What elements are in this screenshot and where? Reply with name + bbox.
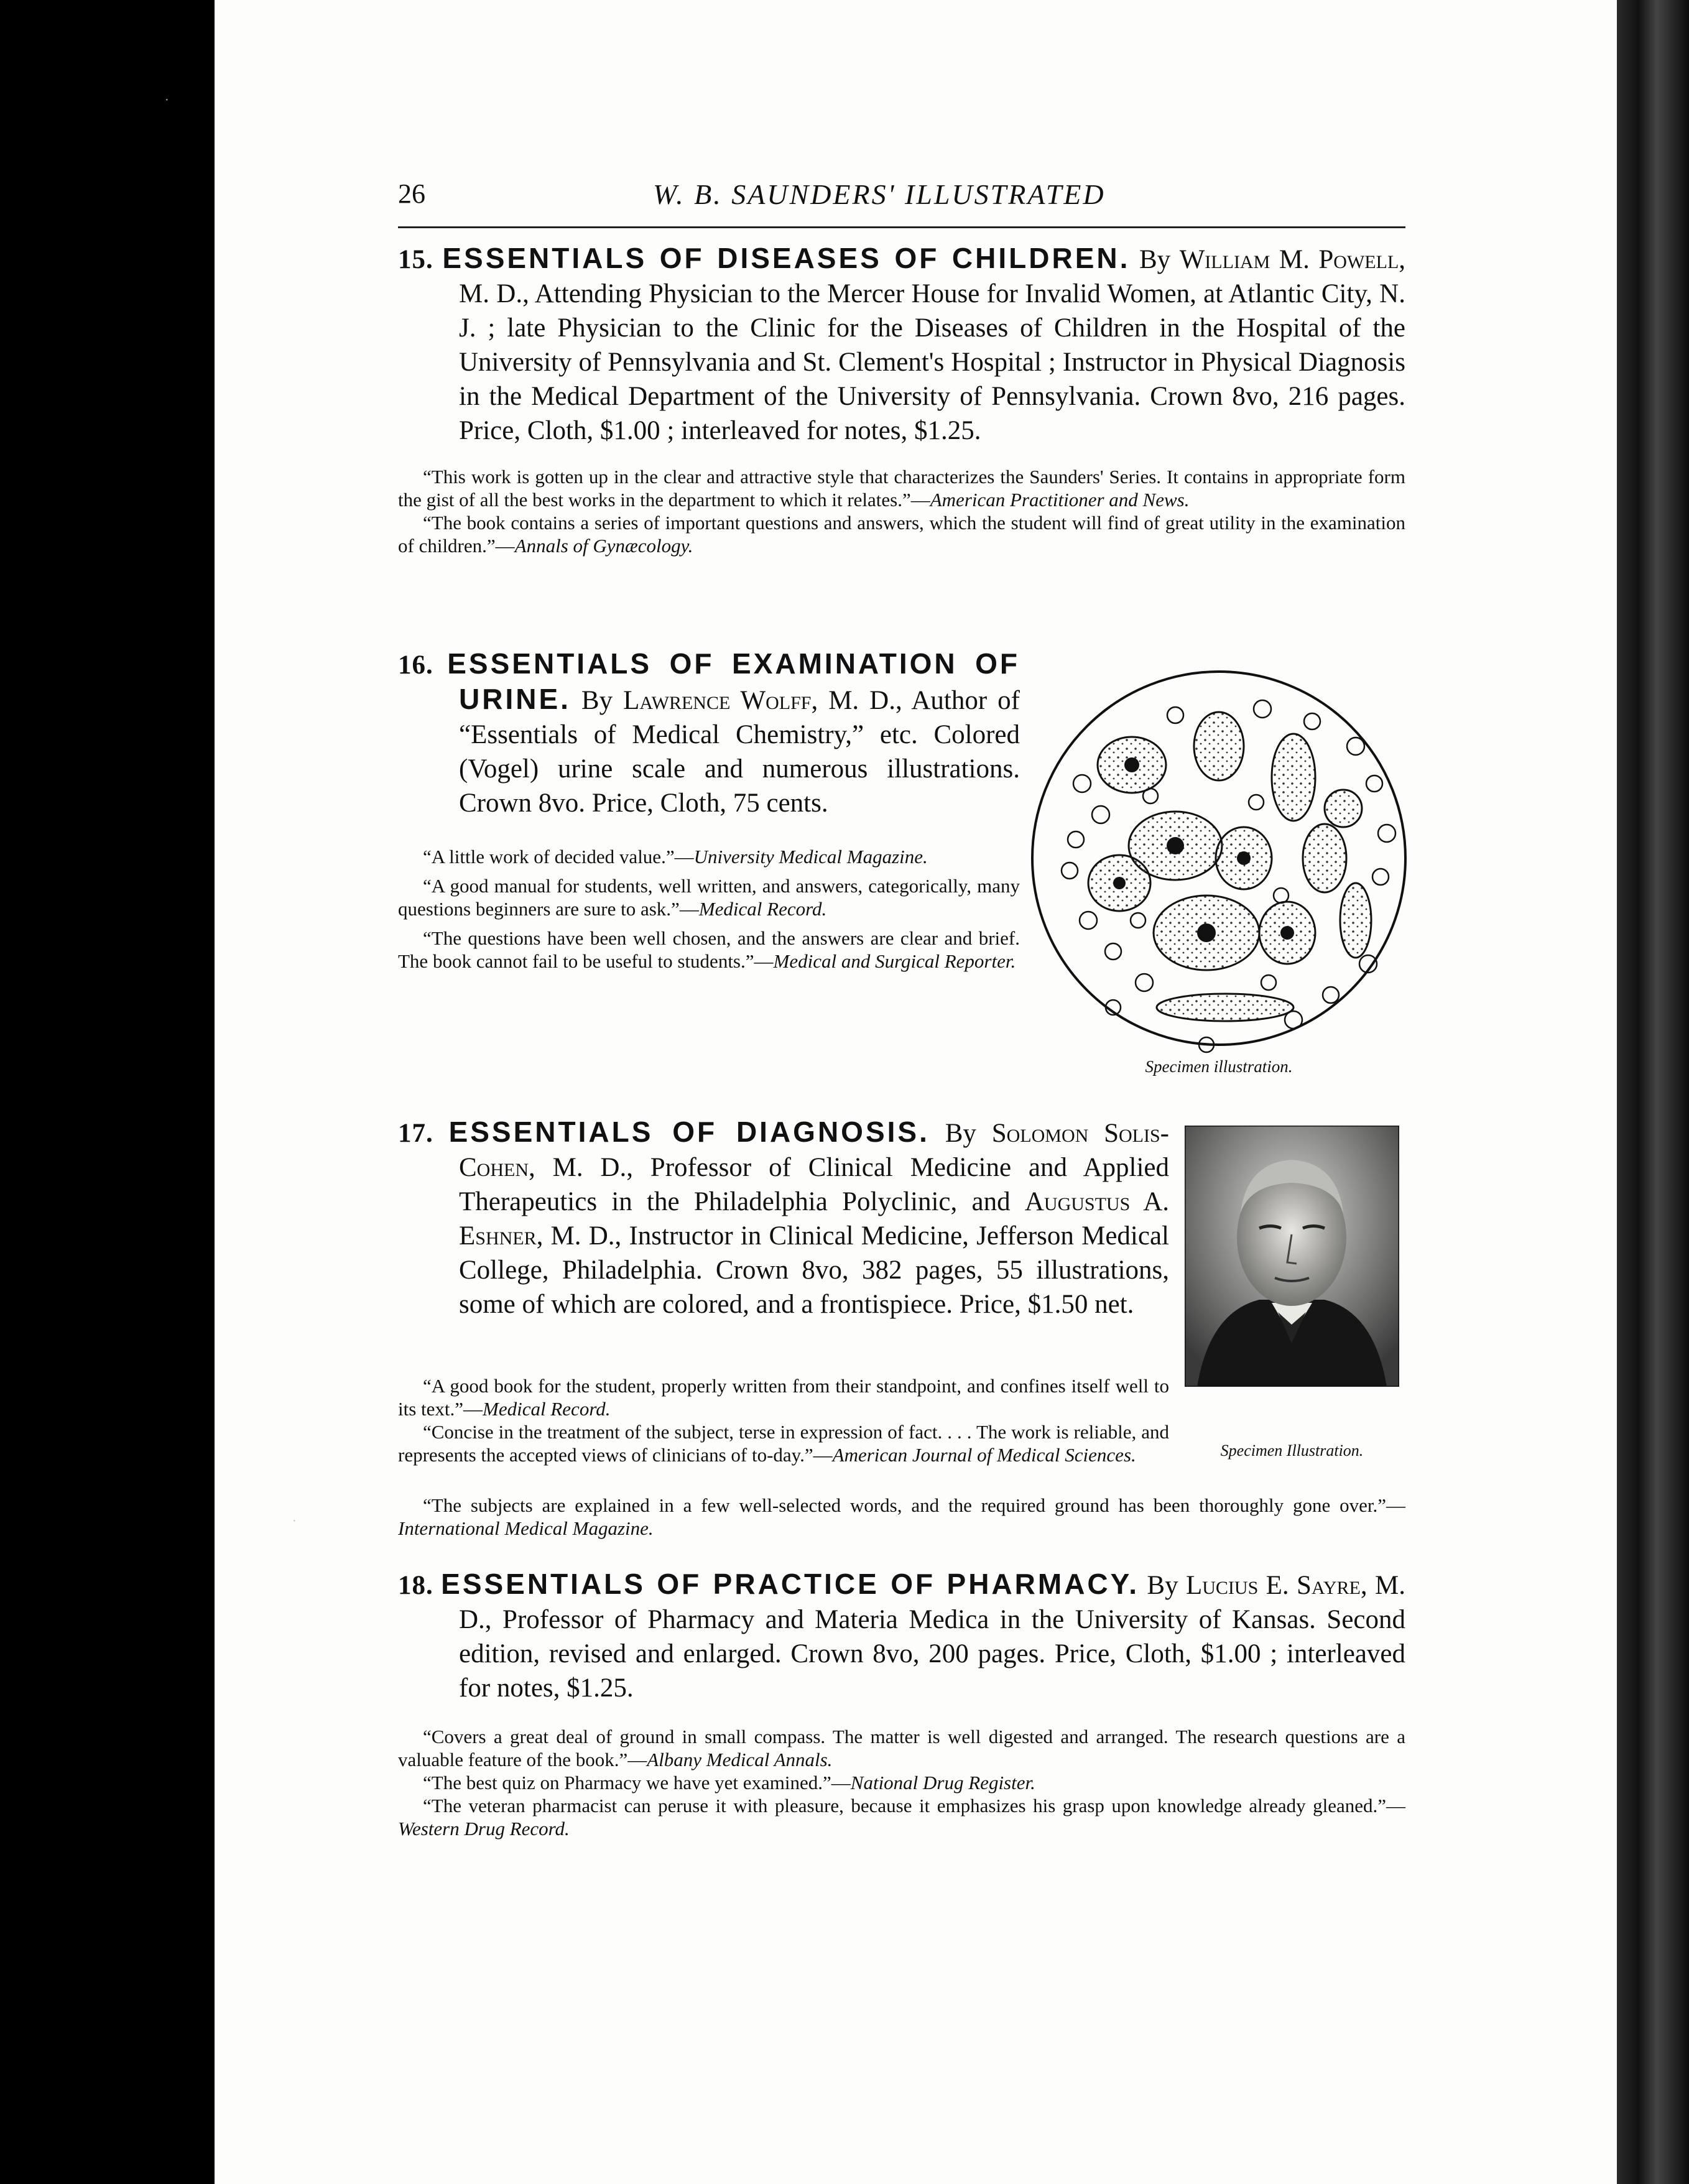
entry-body: M. D., Instructor in Clinical Medicine, Jefferson Medical College, Philadelphia. Crown 8vo, 382 pages, 55 illustrations, some of which are colored, and a frontispiece. Price, $1.50 net. xyxy=(459,1221,1169,1319)
entry-body: , Attending Physician to the Mercer House for Invalid Women, at Atlantic City, N. J. ; late Physician to the Clinic for the Diseases of Children in the Hospital of the University of Pennsylvania and St. Clement's Hospital ; Instructor in Physical Diagnosis in the Medical Department of the University of Pennsylvania. Crown 8vo, 216 pages. Price, Cloth, $1.00 ; interleaved for notes, $1.25. xyxy=(459,279,1405,445)
scan-speck: · xyxy=(165,93,169,107)
urine-sediment-figure xyxy=(1020,659,1418,1070)
entry-16 xyxy=(398,647,1020,973)
scan-speck: · xyxy=(292,1514,297,1528)
entry-body: M. D., Professor of Clinical Medicine and Applied Therapeutics in the Philadelphia Polyclinic, and xyxy=(459,1153,1169,1216)
reviews xyxy=(398,465,1405,557)
review-quote: “The questions have been well chosen, and the answers are clear and brief. The book cannot fail to be useful to students.”—Medical and Surgical Reporter. xyxy=(398,927,1020,972)
entry-17-reviews-upper xyxy=(398,1374,1169,1466)
review-quote: “The veteran pharmacist can peruse it with pleasure, because it emphasizes his grasp upon knowledge already gleaned.”—Western Drug Record. xyxy=(398,1795,1405,1839)
portrait-illustration xyxy=(1185,1126,1399,1387)
entry-number: 18. xyxy=(398,1571,433,1600)
entry-number: 16. xyxy=(398,650,433,680)
entry-15-description xyxy=(398,241,1405,448)
author-name: Solomon Solis-Cohen, xyxy=(459,1119,1169,1182)
entry-title: ESSENTIALS OF DISEASES OF CHILDREN. xyxy=(442,242,1131,274)
by-label: By xyxy=(581,686,613,715)
author-name: William M. Powell, M. D. xyxy=(459,245,1406,308)
review-quote: “The best quiz on Pharmacy we have yet examined.”—National Drug Register. xyxy=(423,1772,1035,1793)
author-name: Lucius E. Sayre, xyxy=(1185,1571,1367,1600)
entry-title: ESSENTIALS OF EXAMINATION OF URINE. xyxy=(447,647,1020,715)
review-quote: “A good book for the student, properly written from their standpoint, and confines itself well to its text.”—Medical Record. xyxy=(398,1375,1169,1420)
entry-18-description xyxy=(398,1567,1405,1705)
header-rule xyxy=(398,226,1405,228)
review-quote: “The book contains a series of important questions and answers, which the student will find of great utility in the examination of children.”—Annals of Gynæcology. xyxy=(398,512,1405,557)
book-spine-edge xyxy=(1617,0,1689,2184)
second-author-name: Augustus A. Eshner, xyxy=(459,1187,1169,1251)
author-name: Lawrence Wolff, xyxy=(623,686,818,715)
reviews xyxy=(398,845,1020,973)
entry-17-reviews-lower xyxy=(398,1494,1405,1540)
review-quote: “This work is gotten up in the clear and attractive style that characterizes the Saunders' Series. It contains in appropriate form the gist of all the best works in the department to which it relates.”—American Practitioner and News. xyxy=(398,466,1405,511)
entry-17-description xyxy=(398,1115,1169,1321)
running-head xyxy=(398,178,1405,215)
review-quote: “The subjects are explained in a few well-selected words, and the required ground has been thoroughly gone over.”—International Medical Magazine. xyxy=(398,1494,1405,1539)
entry-17 xyxy=(398,1115,1169,1321)
figure-caption: Specimen Illustration. xyxy=(1220,1441,1364,1460)
review-quote: “Covers a great deal of ground in small compass. The matter is well digested and arranged. The research questions are a valuable feature of the book.”—Albany Medical Annals. xyxy=(398,1726,1405,1770)
by-label: By xyxy=(1139,245,1171,274)
review-quote: “A little work of decided value.”—University Medical Magazine. xyxy=(423,846,928,868)
running-title: W. B. SAUNDERS' ILLUSTRATED xyxy=(653,178,1106,210)
figure-caption: Specimen illustration. xyxy=(1145,1057,1293,1076)
entry-number: 17. xyxy=(398,1119,433,1148)
entry-title: ESSENTIALS OF PRACTICE OF PHARMACY. xyxy=(441,1568,1139,1600)
portrait-figure xyxy=(1185,1126,1399,1387)
urine-sediment-illustration xyxy=(1020,659,1418,1070)
entry-15 xyxy=(398,241,1405,557)
review-quote: “Concise in the treatment of the subject, terse in expression of fact. . . . The work is reliable, and represents the accepted views of clinicians of to-day.”—American Journal of Medical Sciences. xyxy=(398,1421,1169,1466)
entry-title: ESSENTIALS OF DIAGNOSIS. xyxy=(448,1116,930,1148)
entry-number: 15. xyxy=(398,245,433,274)
page-number: 26 xyxy=(398,178,425,209)
entry-body: M. D., Professor of Pharmacy and Materia Medica in the University of Kansas. Second edition, revised and enlarged. Crown 8vo, 200 pages. Price, Cloth, $1.00 ; interleaved for notes, $1.25. xyxy=(459,1571,1405,1703)
entry-18 xyxy=(398,1567,1405,1840)
by-label: By xyxy=(945,1119,976,1148)
review-quote: “A good manual for students, well written, and answers, categorically, many questions beginners are sure to ask.”—Medical Record. xyxy=(398,875,1020,920)
by-label: By xyxy=(1147,1571,1178,1600)
entry-body: M. D., Author of “Essentials of Medical Chemistry,” etc. Colored (Vogel) urine scale and numerous illustrations. Crown 8vo. Price, Cloth, 75 cents. xyxy=(459,686,1020,818)
entry-16-description xyxy=(398,647,1020,820)
reviews xyxy=(398,1725,1405,1840)
